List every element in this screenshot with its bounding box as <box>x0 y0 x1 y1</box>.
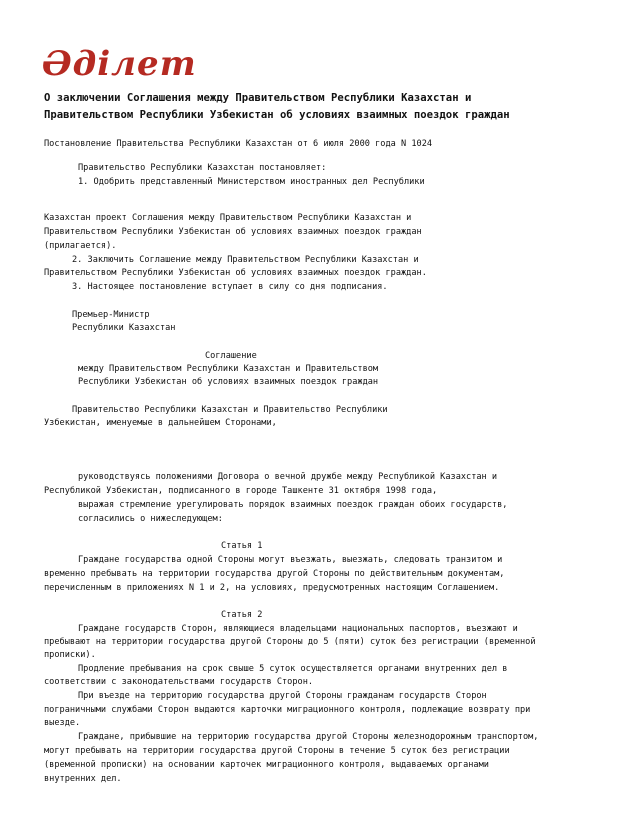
text-line: 2. Заключить Соглашение между Правительством Республики Казахстан и <box>72 255 419 265</box>
text-line: Продление пребывания на срок свыше 5 суток осуществляется органами внутренних дел в <box>78 664 508 674</box>
text-line: выезде. <box>44 718 81 728</box>
title-line-2: Правительством Республики Узбекистан об условиях взаимных поездок граждан <box>44 109 510 121</box>
text-line: Правительством Республики Узбекистан об условиях взаимных поездок граждан <box>44 227 422 237</box>
text-line: перечисленным в приложениях N 1 и 2, на условиях, предусмотренных настоящим Соглашением. <box>44 583 500 593</box>
text-line: руководствуясь положениями Договора о вечной дружбе между Республикой Казахстан и <box>78 472 498 482</box>
text-line: Граждане государства одной Стороны могут въезжать, выезжать, следовать транзитом и <box>78 555 503 565</box>
text-line: 1. Одобрить представленный Министерством иностранных дел Республики <box>78 177 425 187</box>
text-line: пребывают на территории государства другой Стороны до 5 (пяти) суток без регистрации (временной <box>44 637 536 647</box>
text-line: внутренних дел. <box>44 774 122 784</box>
text-line: соответствии с законодательствами государств Сторон. <box>44 677 314 687</box>
document-title <box>44 90 604 124</box>
text-line: 3. Настоящее постановление вступает в силу со дня подписания. <box>72 282 388 292</box>
text-line: Граждане, прибывшие на территорию государства другой Стороны железнодорожным транспортом, <box>78 732 539 742</box>
signature-title: Премьер-Министр <box>72 310 150 320</box>
text-line: временно пребывать на территории государства другой Стороны по действительным документам, <box>44 569 505 579</box>
signature-org: Республики Казахстан <box>72 323 176 333</box>
text-line: (прилагается). <box>44 241 117 251</box>
text-line: могут пребывать на территории государства другой Стороны в течение 5 суток без регистрации <box>44 746 510 756</box>
text-line: Правительство Республики Казахстан постановляет: <box>78 163 327 173</box>
title-line-1: О заключении Соглашения между Правительством Республики Казахстан и <box>44 92 472 104</box>
text-line: При въезде на территорию государства другой Стороны гражданам государств Сторон <box>78 691 487 701</box>
text-line: Узбекистан, именуемые в дальнейшем Сторонами, <box>44 418 277 428</box>
agreement-heading: Соглашение <box>205 351 257 361</box>
text-line: пограничными службами Сторон выдаются карточки миграционного контроля, подлежащие возврату при <box>44 705 531 715</box>
agreement-subheading: между Правительством Республики Казахстан и Правительством <box>78 364 379 374</box>
text-line: выражая стремление урегулировать порядок взаимных поездок граждан обоих государств, <box>78 500 508 510</box>
text-line: Казахстан проект Соглашения между Правительством Республики Казахстан и <box>44 213 412 223</box>
adilet-logo: Әділет <box>42 44 197 84</box>
text-line: согласились о нижеследующем: <box>78 514 223 524</box>
text-line: Правительство Республики Казахстан и Правительство Республики <box>72 405 388 415</box>
text-line: прописки). <box>44 650 96 660</box>
text-line: Республикой Узбекистан, подписанного в городе Ташкенте 31 октября 1998 года, <box>44 486 438 496</box>
article-heading: Статья 2 <box>221 610 263 620</box>
agreement-subheading: Республики Узбекистан об условиях взаимных поездок граждан <box>78 377 379 387</box>
text-line: (временной прописки) на основании карточек миграционного контроля, выдаваемых органами <box>44 760 489 770</box>
text-line: Правительством Республики Узбекистан об условиях взаимных поездок граждан. <box>44 268 427 278</box>
document-subtitle: Постановление Правительства Республики Казахстан от 6 июля 2000 года N 1024 <box>44 139 433 149</box>
text-line: Граждане государств Сторон, являющиеся владельцами национальных паспортов, въезжают и <box>78 624 518 634</box>
article-heading: Статья 1 <box>221 541 263 551</box>
